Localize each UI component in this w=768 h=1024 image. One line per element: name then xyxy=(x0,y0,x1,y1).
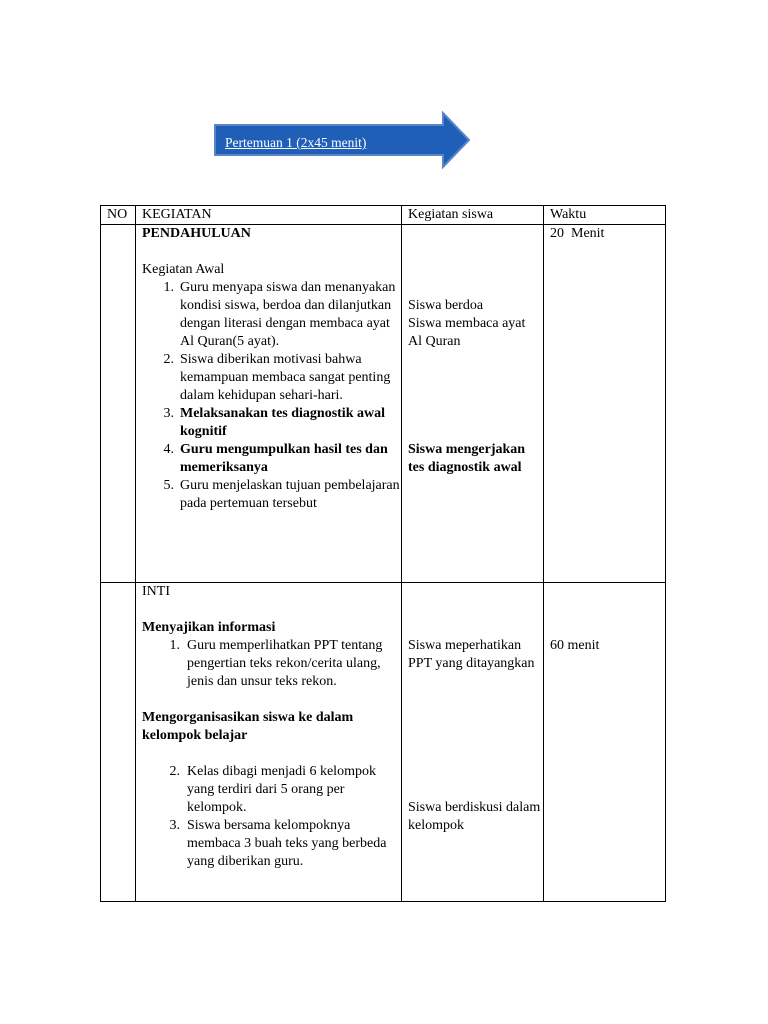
activity-list xyxy=(142,763,401,871)
siswa-text: Al Quran xyxy=(408,334,461,349)
activity-list xyxy=(142,637,401,691)
session-title: Pertemuan 1 (2x45 menit) xyxy=(225,135,367,150)
no-cell xyxy=(101,225,136,583)
siswa-text: Siswa meperhatikan PPT yang ditayangkan xyxy=(408,638,535,671)
subheading: Mengorganisasikan siswa ke dalam kelompok belajar xyxy=(142,710,354,743)
siswa-text: Siswa berdoa xyxy=(408,298,484,313)
header-no: NO xyxy=(101,206,136,225)
waktu-cell xyxy=(544,583,666,902)
siswa-text: Siswa berdiskusi dalam kelompok xyxy=(408,800,541,833)
table-row xyxy=(101,583,666,902)
list-item: 2. Kelas dibagi menjadi 6 kelompok yang terdiri dari 5 orang per kelompok. xyxy=(169,764,376,815)
waktu-cell xyxy=(544,225,666,583)
section-title: INTI xyxy=(142,584,170,599)
list-item: 2. Siswa diberikan motivasi bahwa kemampuan membaca sangat penting dalam kehidupan sehari-hari. xyxy=(163,352,391,403)
header-kegiatan: KEGIATAN xyxy=(136,206,402,225)
kegiatan-siswa-cell xyxy=(402,225,544,583)
subsection-title: Kegiatan Awal xyxy=(142,262,225,277)
list-item: 3. Siswa bersama kelompoknya membaca 3 buah teks yang berbeda yang diberikan guru. xyxy=(169,818,387,869)
section-title: PENDAHULUAN xyxy=(142,226,251,241)
waktu-text: 20 Menit xyxy=(550,226,605,241)
kegiatan-cell xyxy=(136,583,402,902)
list-item: 1. Guru menyapa siswa dan menanyakan kondisi siswa, berdoa dan dilanjutkan dengan literasi dengan membaca ayat Al Quran(5 ayat). xyxy=(163,280,396,349)
kegiatan-siswa-cell xyxy=(402,583,544,902)
subheading: Menyajikan informasi xyxy=(142,620,276,635)
activity-list xyxy=(142,279,401,513)
list-item: 4. Guru mengumpulkan hasil tes dan memeriksanya xyxy=(163,442,388,475)
waktu-text: 60 menit xyxy=(550,638,600,653)
list-item: 3. Melaksanakan tes diagnostik awal kognitif xyxy=(163,406,385,439)
table-row xyxy=(101,225,666,583)
kegiatan-cell xyxy=(136,225,402,583)
no-cell xyxy=(101,583,136,902)
list-item: 5. Guru menjelaskan tujuan pembelajaran pada pertemuan tersebut xyxy=(163,478,400,511)
list-item: 1. Guru memperlihatkan PPT tentang pengertian teks rekon/cerita ulang, jenis dan unsur teks rekon. xyxy=(169,638,383,689)
header-waktu: Waktu xyxy=(544,206,666,225)
session-banner-arrow xyxy=(213,111,471,169)
siswa-text-bold: Siswa mengerjakan tes diagnostik awal xyxy=(408,442,526,475)
header-kegiatan-siswa: Kegiatan siswa xyxy=(402,206,544,225)
siswa-text: Siswa membaca ayat xyxy=(408,316,526,331)
table-header-row xyxy=(101,206,666,225)
lesson-plan-table xyxy=(100,205,666,902)
